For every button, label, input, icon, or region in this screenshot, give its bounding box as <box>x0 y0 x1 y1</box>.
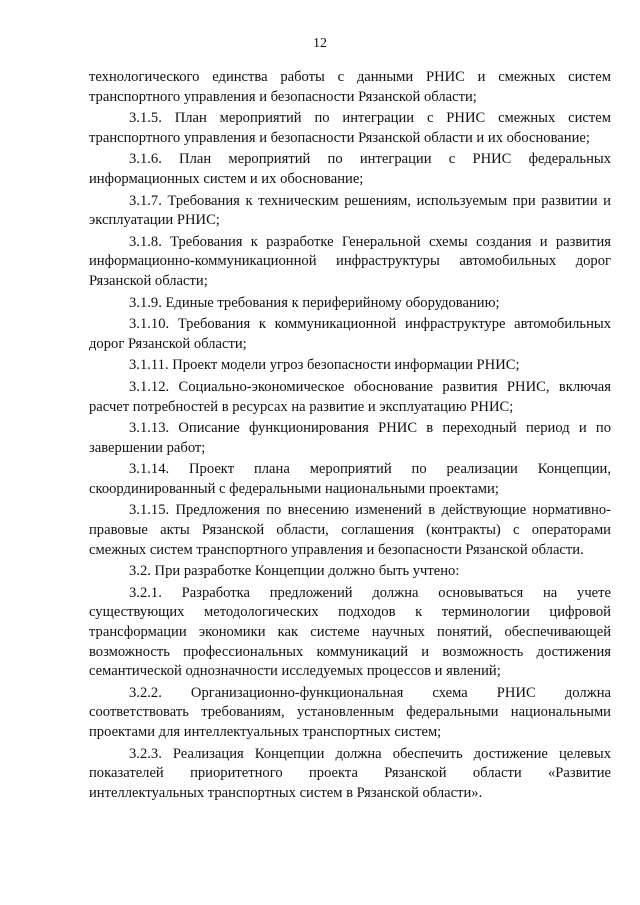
paragraph-3-1-12: 3.1.12. Социально-экономическое обоснование развития РНИС, включая расчет потребностей в ресурсах на развитие и эксплуатацию РНИС; <box>89 378 611 415</box>
paragraph-3-1-14: 3.1.14. Проект плана мероприятий по реализации Концепции, скоординированный с федеральными национальными проектами; <box>89 461 611 497</box>
paragraph-3-1-11: 3.1.11. Проект модели угроз безопасности информации РНИС; <box>129 357 520 374</box>
paragraph-3-1-6: 3.1.6. План мероприятий по интеграции с РНИС федеральных информационных систем и их обоснование; <box>89 151 611 187</box>
paragraph-continuation: технологического единства работы с данными РНИС и смежных систем транспортного управления и безопасности Рязанской области; <box>89 69 611 105</box>
paragraph-3-1-15: 3.1.15. Предложения по внесению изменений в действующие нормативно-правовые акты Рязанской области, соглашения (контракты) с операторами смежных систем транспортного управления и безопасности Рязанской области. <box>89 502 611 558</box>
paragraph-3-1-10: 3.1.10. Требования к коммуникационной инфраструктуре автомобильных дорог Рязанской области; <box>89 316 611 352</box>
paragraph-3-1-8: 3.1.8. Требования к разработке Генеральной схемы создания и развития информационно-коммуникационной инфраструктуры автомобильных дорог Рязанской области; <box>89 233 611 289</box>
paragraph-3-1-13: 3.1.13. Описание функционирования РНИС в переходный период и по завершении работ; <box>89 420 611 456</box>
paragraph-3-2-2: 3.2.2. Организационно-функциональная схема РНИС должна соответствовать требованиям, установленным федеральными национальными проектами для интеллектуальных транспортных систем; <box>89 684 611 740</box>
paragraph-3-2-1: 3.2.1. Разработка предложений должна основываться на учете существующих методологических подходов к терминологии цифровой трансформации экономики как системе научных понятий, обеспечивающей возможность профессиональных коммуникаций и возможность достижения семантической однозначности исследуемых процессов и явлений; <box>89 584 611 680</box>
paragraph-3-1-5: 3.1.5. План мероприятий по интеграции с РНИС смежных систем транспортного управления и безопасности Рязанской области и их обоснование; <box>89 110 611 146</box>
paragraph-3-2: 3.2. При разработке Концепции должно быть учтено: <box>129 563 460 580</box>
page-number: 12 <box>313 36 327 51</box>
paragraph-3-1-9: 3.1.9. Единые требования к периферийному оборудованию; <box>129 294 500 311</box>
paragraph-3-2-3: 3.2.3. Реализация Концепции должна обеспечить достижение целевых показателей приоритетного проекта Рязанской области «Развитие интеллектуальных транспортных систем в Рязанской области». <box>89 745 611 801</box>
document-body <box>89 68 611 805</box>
paragraph-3-1-7: 3.1.7. Требования к техническим решениям, используемым при развитии и эксплуатации РНИС; <box>89 192 611 229</box>
